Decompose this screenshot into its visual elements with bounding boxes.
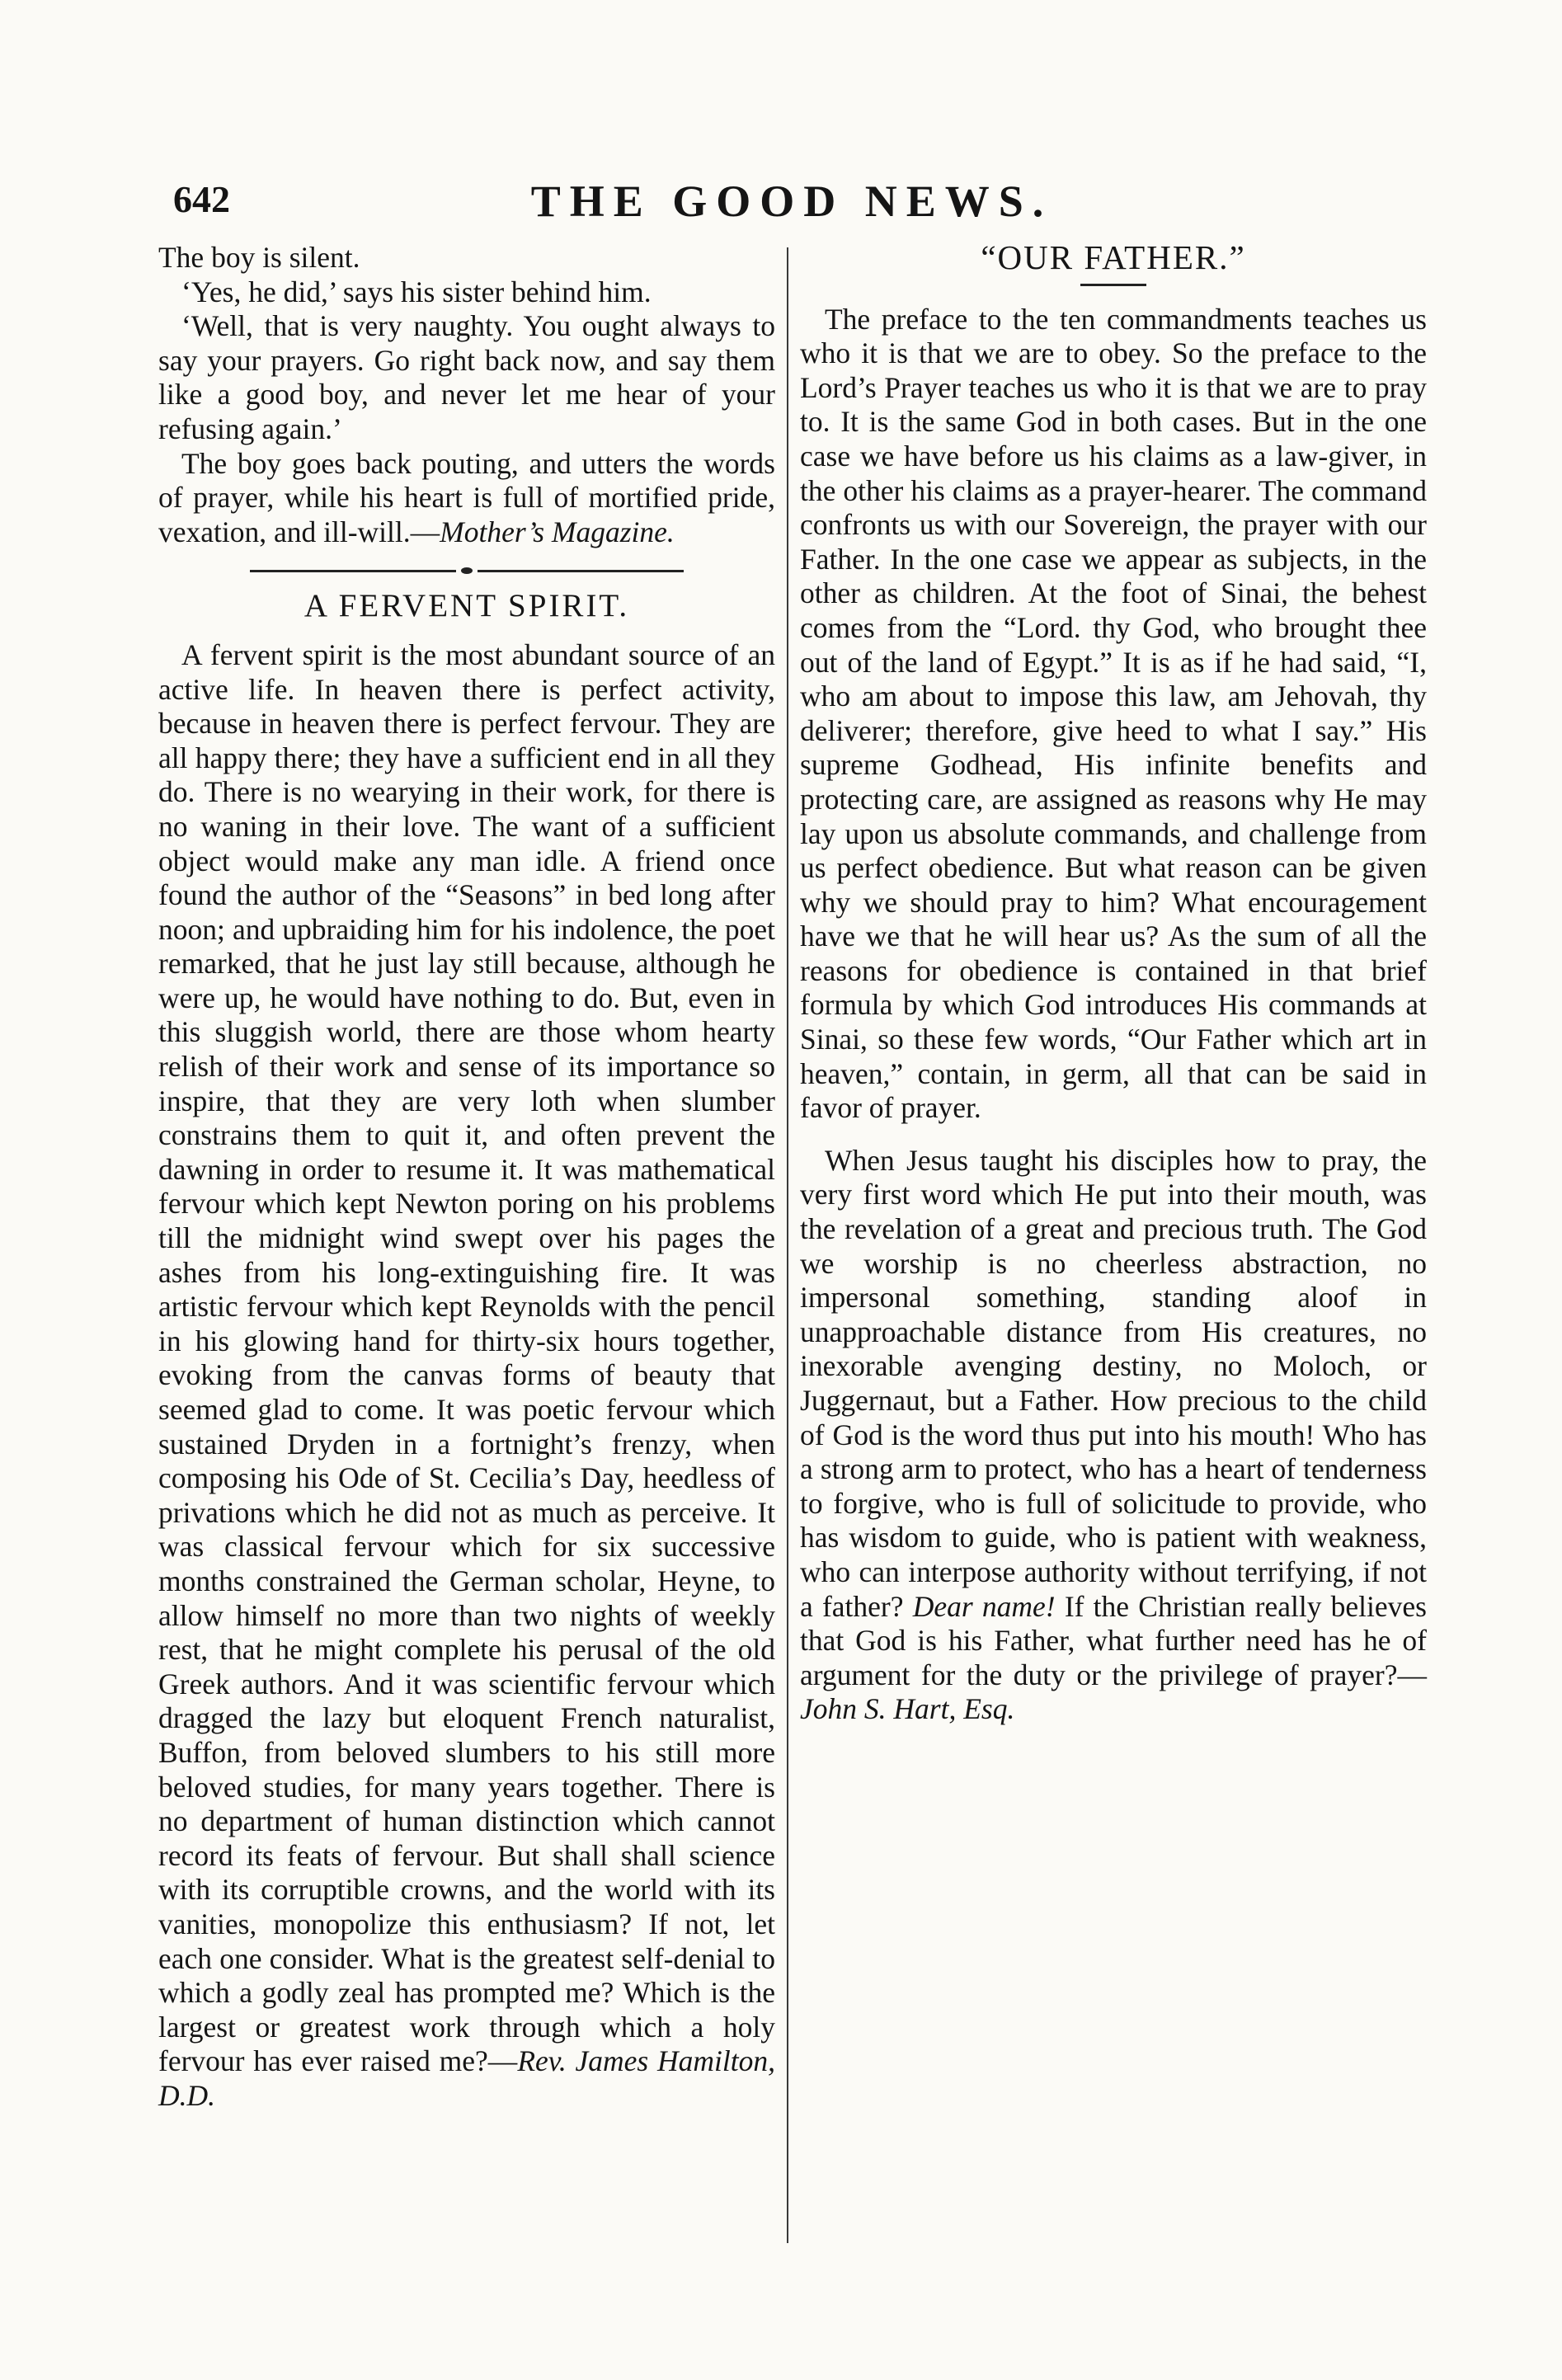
title-rule [1080,284,1146,286]
right-column [800,238,1427,1727]
intro-paragraph-last [158,447,775,550]
column-divider [787,247,788,2243]
intro-attribution: Mother’s Magazine. [440,515,675,548]
page-number: 642 [173,178,230,220]
intro-last-text: The boy goes back pouting, and utters the words of prayer, while his heart is full of mortified pride, vexation, and ill-will.— [158,446,775,548]
our-father-attribution: John S. Hart, Esq. [800,1692,1015,1726]
intro-paragraph: ‘Yes, he did,’ says his sister behind him. [181,275,652,308]
fervent-spirit-text: A fervent spirit is the most abundant source of an active life. In heaven there is perfect activity, because in heaven there is perfect fervour. They are all happy there; they have a sufficient end in all they do. There is no wearying in their work, for there is no waning in their love. The want of a sufficient object would make any man idle. A friend once found the author of the “Seasons” in bed long after noon; and upbraiding him for his indolence, the poet remarked, that he just lay still because, although he were up, he would have nothing to do. But, even in this sluggish world, there are those whom hearty relish of their work and sense of its importance so inspire, that they are very loth when slumber constrains them to quit it, and often prevent the dawning in order to resume it. It was mathematical fervour which kept Newton poring on his problems till the midnight wind swept over his pages the ashes from his long-extinguishing fire. It was artistic fervour which kept Reynolds with the pencil in his glowing hand for thirty-six hours together, evoking from the canvas forms of beauty that seemed glad to come. It was poetic fervour which sustained Dryden in a fortnight’s frenzy, when composing his Ode of St. Cecilia’s Day, heedless of privations which he did not as much as perceive. It was classical fervour which for six successive months constrained the German scholar, Heyne, to allow himself no more than two nights of weekly rest, that he might complete his perusal of the old Greek authors. And it was scientific fervour which dragged the lazy but eloquent French naturalist, Buffon, from beloved slumbers to his still more beloved studies, for many years together. There is no department of human distinction which cannot record its feats of fervour. But shall shall science with its corruptible crowns, and the world with its vanities, monopolize this enthusiasm? If not, let each one consider. What is the greatest self-denial to which a godly zeal has prompted me? Which is the largest or greatest work through which a holy fervour has ever raised me?— [158,637,775,2078]
ornament-line-left [250,570,456,572]
paragraph-gap [800,1126,1427,1144]
fervent-spirit-attribution: Rev. James Hamilton, D.D. [158,2044,775,2112]
article-body-fervent-spirit [158,638,775,2114]
section-ornament [158,562,775,579]
article-title-fervent-spirit: A FERVENT SPIRIT. [303,588,630,624]
ornament-line-right [478,570,684,572]
ornament-dot [461,567,473,574]
paragraph-2-emphasis: Dear name! [912,1589,1056,1623]
running-title: THE GOOD NEWS. [530,176,1053,226]
article-title-our-father: “OUR FATHER.” [981,238,1246,276]
intro-paragraph: ‘Well, that is very naughty. You ought always to say your prayers. Go right back now, and say them like a good boy, and never let me hear of your refusing again.’ [158,309,775,445]
our-father-paragraph-1: The preface to the ten commandments teaches us who it is that we are to obey. So the preface to the Lord’s Prayer teaches us who it is that we are to pray to. It is the same God in both cases. But in the one case we have before us his claims as a law-giver, in the other his claims as a prayer-hearer. The command confronts us with our Sovereign, the prayer with our Father. In the one case we appear as subjects, in the other as children. At the foot of Sinai, the behest comes from the “Lord. thy God, who brought thee out of the land of Egypt.” It is as if he had said, “I, who am about to impose this law, am Jehovah, thy deliverer; therefore, give heed to what I say.” His supreme Godhead, His infinite benefits and protecting care, are assigned as reasons why He may lay upon us absolute commands, and challenge from us perfect obedience. But what reason can be given why we should pray to him? What encouragement have we that he will hear us? As the sum of all the reasons for obedience is contained in that brief formula by which God introduces His commands at Sinai, so these few words, “Our Father which art in heaven,” contain, in germ, all that can be said in favor of prayer. [800,302,1427,1125]
intro-paragraph: The boy is silent. [158,241,360,274]
left-column [158,241,775,2113]
paragraph-2-text: When Jesus taught his disciples how to pray, the very first word which He put into their mouth, was the revelation of a great and precious truth. The God we worship is no cheerless abstraction, no impersonal something, standing aloof in unapproachable distance from His creatures, no inexorable avenging destiny, no Moloch, or Juggernaut, but a Father. How precious to the child of God is the word thus put into his mouth! Who has a strong arm to protect, who has a heart of tenderness to forgive, who is full of solicitude to provide, who has wisdom to guide, who is patient with weakness, who can interpose authority without terrifying, if not a father? [800,1143,1427,1623]
our-father-paragraph-2 [800,1144,1427,1727]
paragraph-2-end: If the Christian really believes that God is his Father, what further need has he of argument for the duty or the privilege of prayer?— [800,1589,1427,1691]
page-header [157,169,1427,227]
